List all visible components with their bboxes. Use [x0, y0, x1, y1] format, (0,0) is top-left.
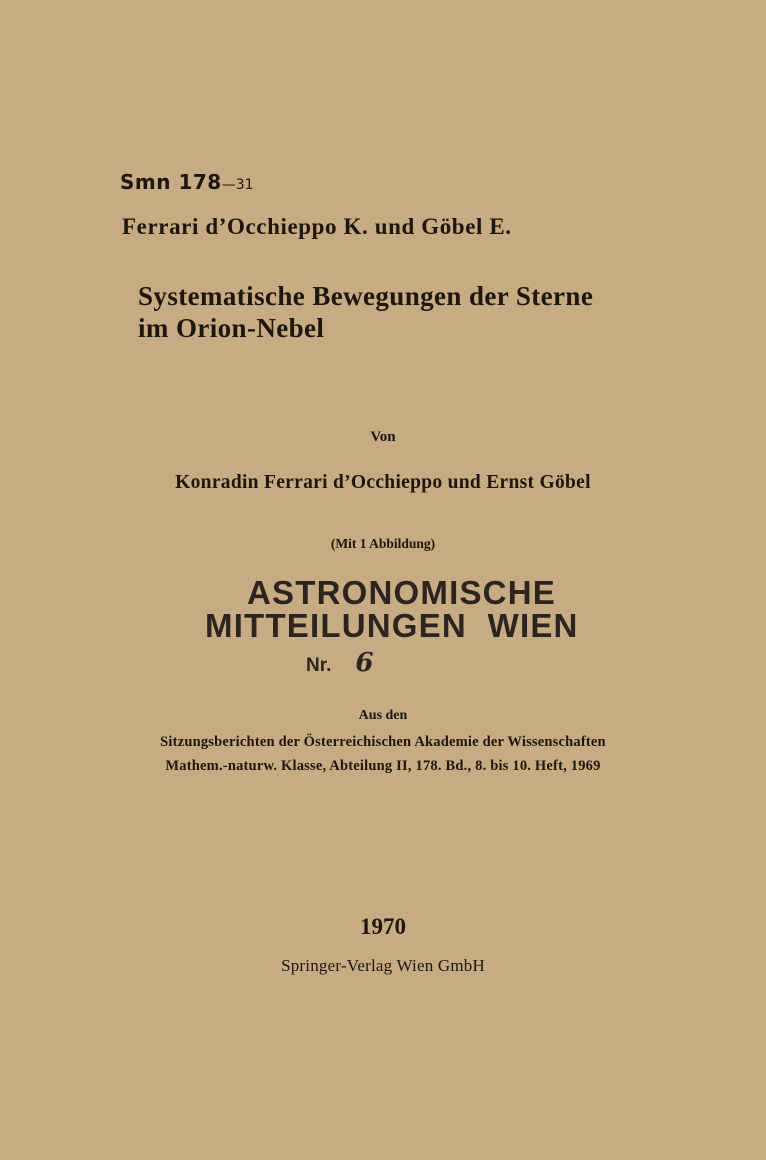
catalog-code: [120, 170, 254, 194]
short-authors: Ferrari d’Occhieppo K. und Göbel E.: [122, 214, 512, 239]
by-label: Von: [370, 429, 396, 445]
series-number: [306, 648, 373, 678]
paper-title-line-1: Systematische Bewegungen der Sterne: [138, 281, 594, 311]
series-number-label: Nr.: [306, 655, 332, 676]
source-line-1: Aus den: [358, 708, 408, 723]
figures-note: (Mit 1 Abbildung): [330, 536, 436, 551]
publisher: Springer-Verlag Wien GmbH: [281, 956, 485, 975]
series-title-line-1: ASTRONOMISCHE: [247, 574, 556, 611]
source-line-2: Sitzungsberichten der Österreichischen Akademie der Wissenschaften: [160, 734, 606, 750]
catalog-code-suffix: —31: [221, 177, 254, 193]
paper-title: [138, 280, 593, 344]
series-number-value: 6: [355, 648, 374, 678]
publication-year: 1970: [360, 914, 406, 939]
catalog-code-main: Smn 178: [120, 170, 222, 194]
source-line-3: Mathem.-naturw. Klasse, Abteilung II, 178. Bd., 8. bis 10. Heft, 1969: [165, 758, 601, 774]
paper-title-line-2: im Orion-Nebel: [138, 313, 325, 343]
full-authors: Konradin Ferrari d’Occhieppo und Ernst Göbel: [175, 472, 591, 493]
series-title-line-2: MITTEILUNGEN WIEN: [205, 607, 579, 644]
